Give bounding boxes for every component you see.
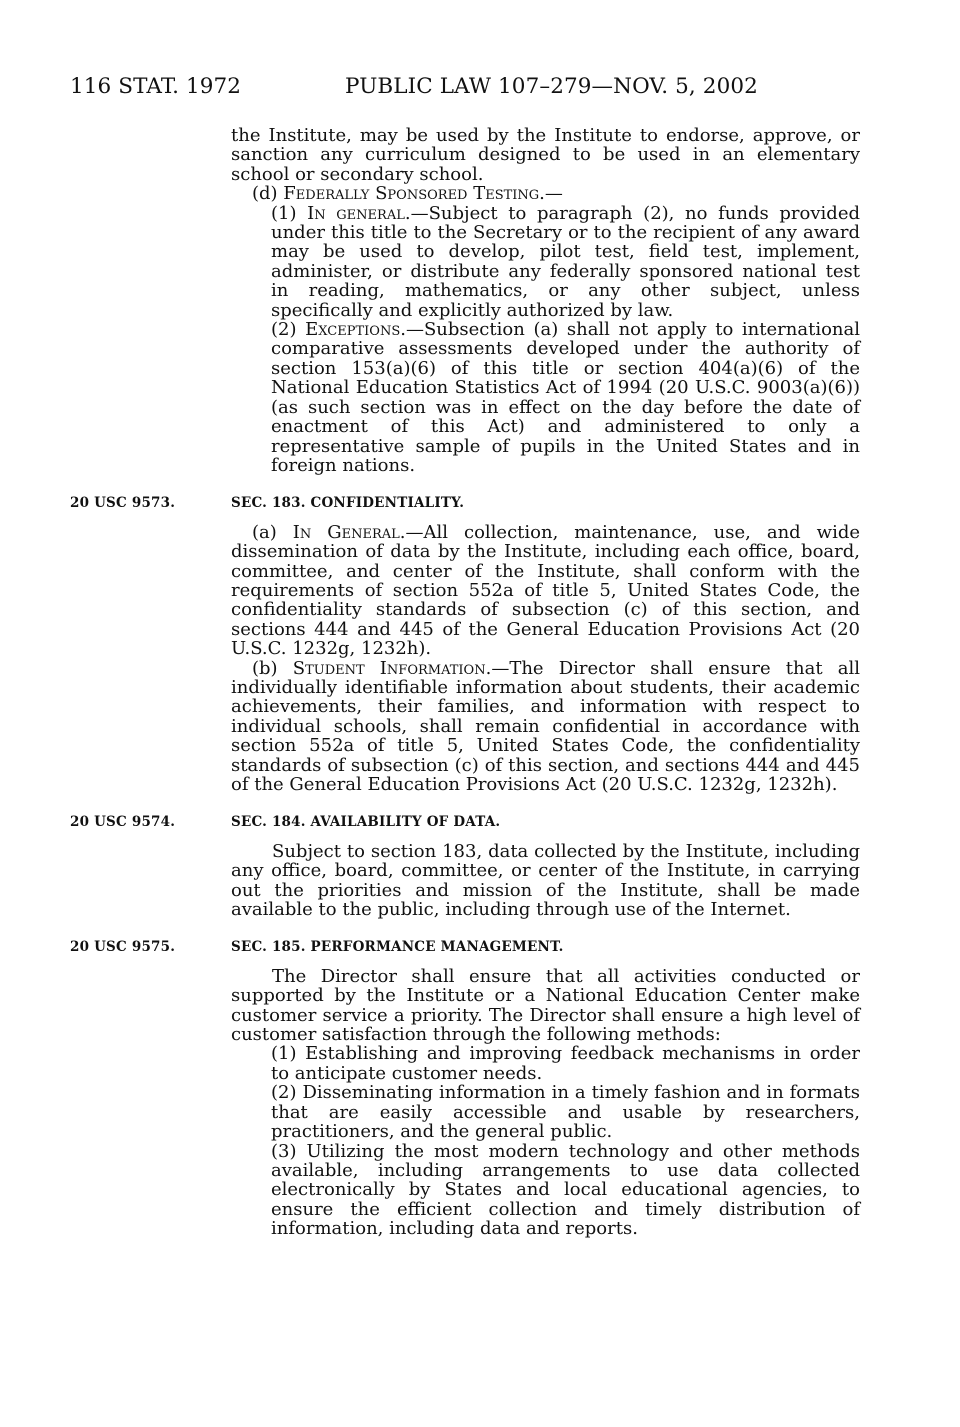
paragraph-d1 (271, 204, 860, 320)
section-183-a-label: (a) (252, 521, 293, 543)
subsection-d-title: Federally Sponsored Testing. (283, 183, 545, 205)
intro-paragraph: the Institute, may be used by the Institute to endorse, approve, or sanction any curriculum designed to be used in an elementary school or secondary school. (231, 125, 860, 185)
section-185 (70, 938, 860, 1240)
paragraph-d2-text: —Subsection (a) shall not apply to international comparative assessments developed under the authority of section 153(a)(6) of this title or section 404(a)(6) of the National Education Statistics Act of 1994 (20 U.S.C. 9003(a)(6)) (as such section was in effect on the day before the date of enactment of this Act) and administered to only a representative sample of pupils in the United States and in foreign nations. (271, 319, 860, 476)
subsection-d-paragraphs (231, 204, 860, 476)
method-item-2: (2) Disseminating information in a timely fashion and in formats that are easily accessible and usable by researchers, practitioners, and the general public. (271, 1082, 860, 1143)
paragraph-d2 (271, 320, 860, 475)
section-185-title (70, 938, 860, 957)
method-item-3: (3) Utilizing the most modern technology and other methods available, including arrangements to use data collected electronically by States and local educational agencies, to ensure the efficient collection and timely distribution of information, including data and reports. (271, 1140, 860, 1240)
section-184-text: Subject to section 183, data collected by the Institute, including any office, board, committee, or center of the Institute, in carrying out the priorities and mission of the Institute, shall be made available to the public, including through use of the Internet. (231, 840, 860, 921)
section-185-title-text: SEC. 185. PERFORMANCE MANAGEMENT. (231, 939, 564, 956)
section-184 (70, 813, 860, 921)
section-183-b-label: (b) (252, 657, 293, 679)
paragraph-d2-label: (2) (271, 319, 306, 341)
method-item-1: (1) Establishing and improving feedback mechanisms in order to anticipate customer needs. (271, 1043, 860, 1084)
stat-reference: 116 STAT. 1972 (70, 74, 242, 99)
public-law-title: PUBLIC LAW 107–279—NOV. 5, 2002 (345, 74, 758, 99)
section-183-b-heading: Student Information. (292, 657, 492, 679)
section-185-text: The Director shall ensure that all activities conducted or supported by the Institute or a National Education Center make customer service a priority. The Director shall ensure a high level of customer satisfaction through the following methods: (231, 965, 860, 1046)
paragraph-d1-text: —Subject to paragraph (2), no funds provided under this title to the Secretary or to the recipient of any award may be used to develop, pilot test, field test, implement, administer, or distribute any federally sponsored national test in reading, mathematics, or any other subject, unless specifically and explicitly authorized by law. (271, 202, 860, 321)
section-183-a (231, 523, 860, 659)
subsection-d-label: (d) (252, 183, 284, 205)
section-183-title-text: SEC. 183. CONFIDENTIALITY. (231, 495, 465, 512)
section-183-a-heading: In General. (292, 521, 406, 543)
paragraph-d2-heading: Exceptions. (305, 319, 406, 341)
section-184-margin-note: 20 USC 9574. (70, 814, 176, 831)
section-183-margin-note: 20 USC 9573. (70, 495, 176, 512)
document-body (70, 125, 860, 1240)
section-183-a-text: —All collection, maintenance, use, and wide dissemination of data by the Institute, including each office, board, committee, and center of the Institute, shall conform with the requirements of section 552a of title 5, United States Code, the confidentiality standards of subsection (c) of this section, and sections 444 and 445 of the General Education Provisions Act (20 U.S.C. 1232g, 1232h). (231, 521, 860, 660)
section-183-b (231, 659, 860, 795)
section-183-b-text: —The Director shall ensure that all individually identifiable information about students, their academic achievements, their families, and information with respect to individual schools, shall remain confidential in accordance with section 552a of title 5, United States Code, the confidentiality standards of subsection (c) of this section, and sections 444 and 445 of the General Education Provisions Act (20 U.S.C. 1232g, 1232h). (231, 657, 860, 795)
subsection-d-dash: — (544, 183, 563, 205)
paragraph-d1-label: (1) (271, 202, 308, 224)
section-184-title-text: SEC. 184. AVAILABILITY OF DATA. (231, 814, 501, 831)
section-185-margin-note: 20 USC 9575. (70, 939, 176, 956)
section-183 (70, 494, 860, 795)
section-184-title (70, 813, 860, 832)
section-185-methods (231, 1044, 860, 1238)
paragraph-d1-heading: In general. (307, 202, 411, 224)
subsection-d-heading (231, 184, 860, 203)
section-183-title (70, 494, 860, 513)
